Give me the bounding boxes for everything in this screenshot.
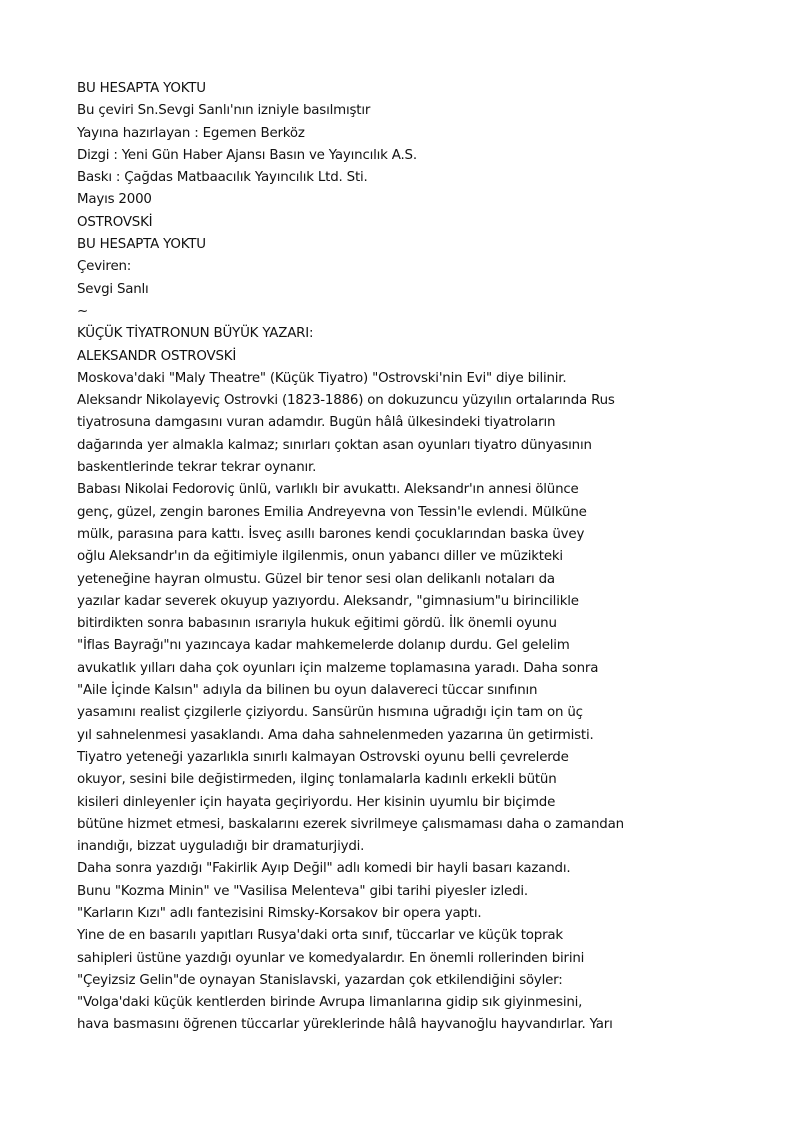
text-line: kisileri dinleyenler için hayata geçiriyordu. Her kisinin uyumlu bir biçimde — [77, 794, 556, 810]
text-line: Yine de en basarılı yapıtları Rusya'daki orta sınıf, tüccarlar ve küçük toprak — [77, 928, 563, 944]
text-line: Bu çeviri Sn.Sevgi Sanlı'nın izniyle basılmıştır — [77, 103, 371, 119]
document-text — [77, 78, 777, 1037]
text-line: ~ — [77, 303, 89, 319]
text-line: OSTROVSKİ — [77, 214, 153, 230]
text-line: Tiyatro yeteneği yazarlıkla sınırlı kalmayan Ostrovski oyunu belli çevrelerde — [77, 749, 569, 765]
text-line: bütüne hizmet etmesi, baskalarını ezerek sivrilmeye çalısmaması daha o zamandan — [77, 816, 624, 832]
text-line: yazılar kadar severek okuyup yazıyordu. Aleksandr, "gimnasium"u birincilikle — [77, 593, 579, 609]
text-line: sahipleri üstüne yazdığı oyunlar ve komedyalardır. En önemli rollerinden birini — [77, 950, 585, 966]
text-line: avukatlık yılları daha çok oyunları için malzeme toplamasına yaradı. Daha sonra — [77, 660, 599, 676]
text-line: KÜÇÜK TİYATRONUN BÜYÜK YAZARI: — [77, 326, 314, 342]
text-line: "Volga'daki küçük kentlerden birinde Avrupa limanlarına gidip sık giyinmesini, — [77, 995, 583, 1011]
text-line: Yayına hazırlayan : Egemen Berköz — [77, 125, 305, 141]
text-line: oğlu Aleksandr'ın da eğitimiyle ilgilenmis, onun yabancı diller ve müzikteki — [77, 549, 563, 565]
text-line: yıl sahnelenmesi yasaklandı. Ama daha sahnelenmeden yazarına ün getirmisti. — [77, 727, 594, 743]
text-line: Mayıs 2000 — [77, 192, 152, 208]
text-line: "Çeyizsiz Gelin"de oynayan Stanislavski, yazardan çok etkilendiğini söyler: — [77, 972, 563, 988]
text-line: ALEKSANDR OSTROVSKİ — [77, 348, 237, 364]
text-line: Daha sonra yazdığı "Fakirlik Ayıp Değil" adlı komedi bir hayli basarı kazandı. — [77, 861, 571, 877]
text-line: Moskova'daki "Maly Theatre" (Küçük Tiyatro) "Ostrovski'nin Evi" diye bilinir. — [77, 370, 567, 386]
text-line: tiyatrosuna damgasını vuran adamdır. Bugün hâlâ ülkesindeki tiyatroların — [77, 415, 556, 431]
text-line: Aleksandr Nikolayeviç Ostrovki (1823-1886) on dokuzuncu yüzyılın ortalarında Rus — [77, 393, 615, 409]
text-line: "İflas Bayrağı"nı yazıncaya kadar mahkemelerde dolanıp durdu. Gel gelelim — [77, 638, 570, 654]
text-line: "Karların Kızı" adlı fantezisini Rimsky-Korsakov bir opera yaptı. — [77, 905, 482, 921]
text-line: BU HESAPTA YOKTU — [77, 81, 206, 96]
text-line: yeteneğine hayran olmustu. Güzel bir tenor sesi olan delikanlı notaları da — [77, 571, 555, 587]
text-line: yasamını realist çizgilerle çiziyordu. Sansürün hısmına uğradığı için tam on üç — [77, 705, 583, 721]
text-line: baskentlerinde tekrar tekrar oynanır. — [77, 460, 317, 476]
text-line: Bunu "Kozma Minin" ve "Vasilisa Melenteva" gibi tarihi piyesler izledi. — [77, 883, 528, 899]
text-line: BU HESAPTA YOKTU — [77, 237, 206, 253]
text-line: dağarında yer almakla kalmaz; sınırları çoktan asan oyunları tiyatro dünyasının — [77, 437, 592, 453]
text-line: hava basmasını öğrenen tüccarlar yüreklerinde hâlâ hayvanoğlu hayvandırlar. Yarı — [77, 1017, 613, 1033]
text-line: bitirdikten sonra babasının ısrarıyla hukuk eğitimi gördü. İlk önemli oyunu — [77, 616, 557, 632]
text-line: Sevgi Sanlı — [77, 281, 149, 297]
text-line: mülk, parasına para kattı. İsveç asıllı barones kendi çocuklarından baska üvey — [77, 526, 585, 542]
text-line: Çeviren: — [77, 259, 132, 275]
text-line: Baskı : Çağdas Matbaacılık Yayıncılık Ltd. Sti. — [77, 170, 368, 186]
text-line: "Aile İçinde Kalsın" adıyla da bilinen bu oyun dalavereci tüccar sınıfının — [77, 683, 538, 699]
text-line: okuyor, sesini bile değistirmeden, ilginç tonlamalarla kadınlı erkekli bütün — [77, 772, 557, 788]
text-line: Babası Nikolai Fedoroviç ünlü, varlıklı bir avukattı. Aleksandr'ın annesi ölünce — [77, 482, 579, 498]
text-line: inandığı, bizzat uyguladığı bir dramaturjiydi. — [77, 839, 365, 855]
text-line: Dizgi : Yeni Gün Haber Ajansı Basın ve Yayıncılık A.S. — [77, 147, 417, 163]
text-line: genç, güzel, zengin barones Emilia Andreyevna von Tessin'le evlendi. Mülküne — [77, 504, 587, 520]
